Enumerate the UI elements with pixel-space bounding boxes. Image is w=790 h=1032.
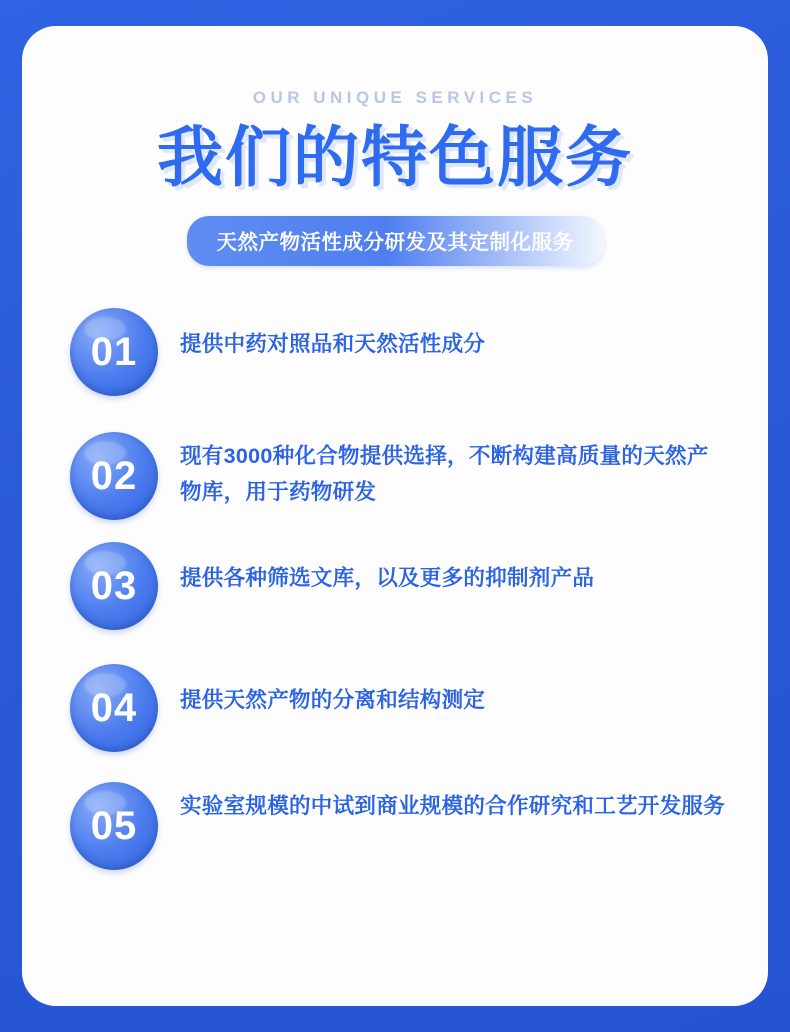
list-item-text: 提供各种筛选文库，以及更多的抑制剂产品 (180, 566, 595, 590)
badge-number: 03 (70, 542, 158, 630)
eyebrow-text: OUR UNIQUE SERVICES (252, 88, 538, 107)
list-item (70, 308, 728, 396)
list-item-text: 现有3000种化合物提供选择，不断构建高质量的天然产物库，用于药物研发 (180, 444, 709, 504)
badge-number: 01 (70, 308, 158, 396)
list-item (70, 782, 728, 870)
subtitle-pill: 天然产物活性成分研发及其定制化服务 (187, 216, 604, 266)
list-item (70, 664, 728, 752)
list-item-text: 提供中药对照品和天然活性成分 (180, 332, 486, 356)
list-item (70, 542, 728, 630)
badge-number: 02 (70, 432, 158, 520)
service-card (22, 26, 768, 1006)
badge-number: 04 (70, 664, 158, 752)
list-item-text: 实验室规模的中试到商业规模的合作研究和工艺开发服务 (180, 794, 726, 818)
subtitle-row (56, 216, 734, 266)
page-title (56, 114, 734, 200)
badge-number: 05 (70, 782, 158, 870)
service-list (56, 308, 734, 870)
list-item-text: 提供天然产物的分离和结构测定 (180, 688, 486, 712)
list-item (70, 432, 728, 520)
page-title-text: 我们的特色服务 (157, 120, 633, 194)
